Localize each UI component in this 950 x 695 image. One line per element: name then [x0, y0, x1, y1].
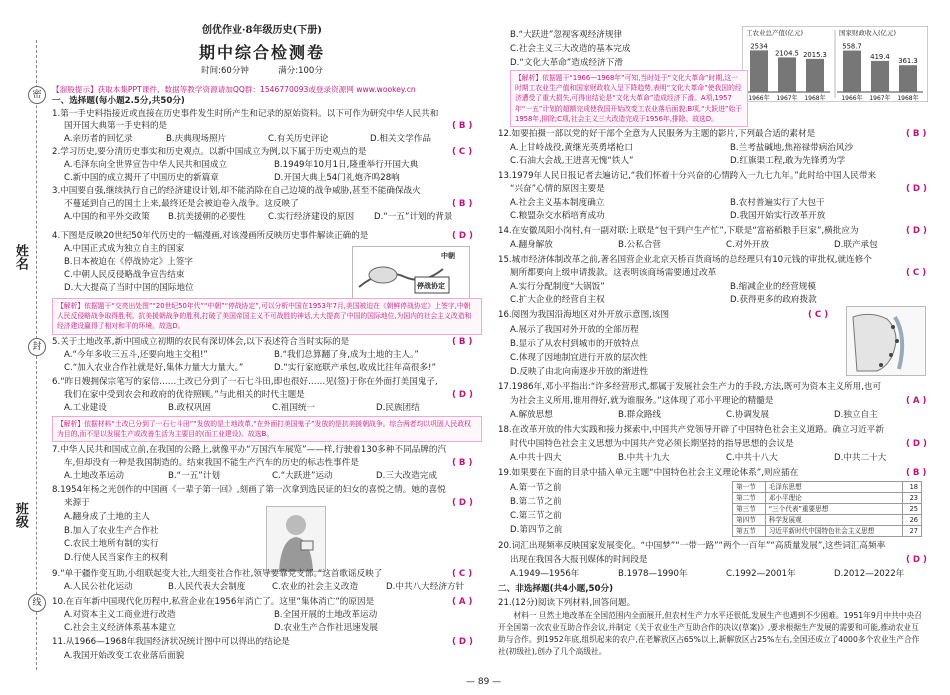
question-13-options-row1: [510, 197, 825, 209]
toc-row: [733, 526, 922, 537]
page-title: 期中综合检测卷: [198, 42, 325, 62]
question-18-answer: ( D ): [906, 439, 927, 449]
question-7-options: [64, 470, 437, 482]
question-4-analysis: 【解析】依据题干“交亮出处图”“20世纪50年代”“中朝”“停战协定”,可以分析中国在1953年7月,美国被迫在《朝鲜停战协定》上签字,中朝人民反侵略战争取得胜利。抗美援朝战争的胜利,打破了美国帝国主义不可战胜的神话,大大提高了中国的国际地位,为国内的社会主义改造和经济建设赢得了相对和平的环境。故选D。: [52, 298, 482, 335]
option-a[interactable]: A.土地改革运动: [64, 471, 125, 481]
question-2-options-row2: [64, 172, 400, 184]
option-a[interactable]: A.中国正式成为独立自主的国家: [64, 244, 185, 254]
toc-row: [733, 493, 922, 504]
question-9-options: [64, 581, 464, 593]
option-a[interactable]: A.第一节之前: [510, 483, 562, 493]
option-b[interactable]: B.全国开展的土地改革运动: [274, 610, 378, 620]
series-title: 创优作业·8年级历史(下册): [202, 25, 322, 36]
toc-section: 第五节: [733, 526, 766, 537]
question-3-stem: 3.中国要自强,继续执行自己的经济建设计划,却不能消除在自己边境的战争威胁,甚至不能确保战火: [52, 186, 421, 196]
question-12-options-row1: [510, 142, 853, 154]
option-a[interactable]: A.我国开始改变工农业落后面貌: [64, 651, 185, 661]
toc-row: [733, 482, 922, 493]
chart-title: 工农业总产值(亿元): [746, 29, 804, 37]
toc-title: 科学发展观: [765, 515, 902, 526]
question-17-answer: ( A ): [906, 396, 927, 406]
option-b[interactable]: B.政权巩固: [168, 403, 212, 413]
option-c[interactable]: C.中朝人民反侵略战争宣告结束: [64, 270, 185, 280]
option-a[interactable]: A.1949—1956年: [510, 569, 580, 579]
bar: [899, 65, 917, 92]
option-b[interactable]: B.“我们总算翻了身,成为土地的主人。”: [274, 350, 419, 360]
option-c[interactable]: C.石油大会战,王进喜无愧“铁人”: [510, 156, 634, 166]
exam-meta: [52, 65, 472, 77]
data-label: 419.4: [870, 52, 890, 61]
question-17-stem-cont: 为社会主义所用,谁用得好,就为谁服务。”这体现了邓小平理论的精髓是: [510, 396, 774, 406]
option-b[interactable]: B.公私合营: [618, 240, 662, 250]
question-13-stem-cont: “兴奋”心情的原因主要是: [510, 184, 605, 194]
toc-row: [733, 504, 922, 515]
toc-row: [733, 515, 922, 526]
painting-sketch: [267, 507, 325, 571]
option-a[interactable]: A.上甘岭战役,黄继光英勇堵枪口: [510, 143, 633, 153]
toc-title: 习近平新时代中国特色社会主义思想: [765, 526, 902, 537]
bar: [843, 51, 861, 92]
section-title-nonchoice: 二、非选择题(共4小题,50分): [498, 584, 613, 594]
question-11-answer: ( D ): [452, 637, 473, 647]
question-4-options: [64, 243, 194, 295]
option-b[interactable]: B.农村普遍实行了大包干: [730, 198, 825, 208]
exam-header: [52, 24, 472, 77]
toc-title: 邓小平理论: [765, 493, 902, 504]
option-c[interactable]: C.中共十八大: [726, 453, 778, 463]
question-15-options-row2: [510, 294, 817, 306]
data-label: 2534: [750, 42, 768, 51]
data-label: 2104.5: [775, 49, 799, 58]
tick-label: 1966年: [841, 95, 863, 102]
question-19-stem: 19.如果要在下面的目录中插入单元主题“中国特色社会主义理论体系”,则应插在: [498, 468, 799, 478]
tick-label: 1967年: [869, 95, 891, 102]
question-15-answer: ( C ): [906, 268, 927, 278]
option-b[interactable]: B.1978—1990年: [618, 569, 688, 579]
tick-label: 1967年: [776, 95, 798, 102]
option-a[interactable]: A.中共十四大: [510, 453, 562, 463]
option-b[interactable]: B.“一五”计划: [168, 471, 220, 481]
option-a[interactable]: A.毛泽东向全世界宣告中华人民共和国成立: [64, 160, 228, 170]
seal-mark-mi: 密: [28, 86, 46, 104]
option-b[interactable]: B.“大跃进”忽视客观经济规律: [510, 30, 623, 40]
question-21-material: 材料一 旦然土地改革在全国范围内全面展开,但农村生产力水平还很低,发展生产也遇到不少困难。1951年9月中共中央召开全国第一次农业互助合作会议,并制定《关于农业生产互助合作的决议(草案)》,要求根据生产发展的需要和可能,推动农业互助与合作。到1952年底,组织起来的农户,在老解放区占65%以上,新解放区占25%左右,全国还成立了4000多个农业生产合作社(初级社),创办了几个高级社。: [498, 611, 922, 656]
economy-bar-charts: [742, 26, 928, 102]
toc-section: 第二节: [733, 493, 766, 504]
table-of-contents: [732, 481, 922, 537]
option-b[interactable]: B.兰考盐碱地,焦裕禄带病治风沙: [730, 143, 854, 153]
bar: [750, 50, 768, 92]
data-label: 558.7: [842, 42, 862, 51]
option-c[interactable]: C.扩大企业的经营自主权: [510, 295, 605, 305]
question-7-answer: ( B ): [452, 458, 473, 468]
option-d[interactable]: D.“实行家庭联产承包,收成比往年高很多!”: [274, 363, 436, 373]
toc-title: 毛泽东思想: [765, 482, 902, 493]
toc-section: 第四节: [733, 515, 766, 526]
question-8-options: [64, 511, 168, 565]
option-a[interactable]: A.解放思想: [510, 410, 553, 420]
question-15-stem: 15.城市经济体制改革之前,著名国营企业北京天桥百货商场的总经理只有10元钱的审批权,就连修个: [498, 255, 872, 265]
question-20-stem: 20.词汇出现频率反映国家发展变化。“中国梦”“一带一路”“两个一百年”“高质量发展”,这些词汇高频率: [498, 541, 886, 551]
toc-page: 25: [903, 504, 922, 515]
toc-page: 26: [903, 515, 922, 526]
option-a[interactable]: A.对资本主义工商业进行改造: [64, 610, 176, 620]
question-10-stem: 10.在百年新中国现代化历程中,私营企业在1956年消亡了。这里“集体消亡”的原因是: [52, 597, 375, 607]
page-number: — 89 —: [466, 677, 502, 687]
question-4-answer: ( D ): [452, 231, 473, 241]
toc-section: 第一节: [733, 482, 766, 493]
question-4-stem: 4.下图是反映20世纪50年代历史的一幅漫画,对该漫画所反映历史事件解读正确的是: [52, 231, 369, 241]
question-16-answer: ( C ): [808, 310, 829, 320]
question-13-options-row2: [510, 210, 825, 222]
toc-page: 27: [903, 526, 922, 537]
question-8-stem-cont: 来源于: [64, 498, 90, 508]
option-b[interactable]: B.1949年10月1日,隆重举行开国大典: [274, 160, 419, 170]
option-d[interactable]: D.我国开始实行改革开放: [730, 211, 826, 221]
question-16-stem: 16.阅图为我国沿海地区对外开放示意图,该图: [498, 310, 670, 320]
question-10-answer: ( A ): [452, 597, 473, 607]
section-title-choice: 一、选择题(每小题2.5分,共50分): [52, 96, 185, 106]
question-15-stem-cont: 厕所都要向上级申请拨款。这表明该商场需要通过改革: [510, 268, 717, 278]
option-b[interactable]: B.缩减企业的经营规模: [730, 282, 816, 292]
question-2-options-row1: [64, 159, 418, 171]
tick-label: 1968年: [804, 95, 826, 102]
bar: [806, 59, 824, 92]
option-d[interactable]: D.中共二十大: [834, 453, 887, 463]
question-8-stem: 8.1954年杨之光创作的中国画《一辈子第一回》,刻画了第一次拿到选民证的妇女的喜悦之情。她的喜悦: [52, 485, 446, 495]
option-d[interactable]: D.“一五”计划的背景: [374, 212, 453, 222]
question-2-answer: ( C ): [452, 147, 473, 157]
question-6-stem: 6.“昨日嫂拥保宗笔写的家信……土改已分到了一石七斗田,即也很好……见(签)于你在外面打美国鬼子,: [52, 377, 438, 387]
question-3-answer: ( B ): [452, 199, 473, 209]
option-a[interactable]: A.展示了我国对外开放的全部历程: [510, 325, 639, 335]
question-8-answer: ( D ): [452, 498, 473, 508]
toc-page: 23: [903, 493, 922, 504]
question-13-answer: ( D ): [906, 184, 927, 194]
option-b[interactable]: B.庆典现场照片: [166, 134, 227, 144]
question-18-options: [510, 452, 886, 464]
option-c[interactable]: C.新中国的成立揭开了中国历史的新篇章: [64, 173, 219, 183]
question-21-stem: 21.(12分)阅读下列材料,回答问题。: [498, 598, 636, 608]
name-label: 姓名: [12, 244, 28, 270]
option-d[interactable]: D.“文化大革命”造成经济下滑: [510, 58, 623, 68]
option-d[interactable]: D.相关文学作品: [370, 134, 431, 144]
seal-mark-xian: 线: [28, 594, 46, 612]
data-label: 361.3: [898, 57, 918, 66]
toc-section: 第三节: [733, 504, 766, 515]
question-15-options-row1: [510, 281, 816, 293]
option-d[interactable]: D.行使人民当家作主的权利: [64, 552, 168, 563]
option-c[interactable]: C.“大跃进”运动: [272, 471, 333, 481]
bar: [871, 61, 889, 92]
question-14-stem: 14.在安徽凤阳小岗村,有一副对联:上联是“包干到户生产忙”,下联是“富裕稻粮手巨家”,横批应为: [498, 226, 859, 236]
question-19-answer: ( B ): [906, 468, 927, 478]
option-c[interactable]: C.1992—2001年: [726, 569, 796, 579]
question-7-stem-cont: 车,但却没有一种是我国制造的。结束我国不能生产汽车的历史的标志性事件是: [64, 458, 359, 468]
class-label: 班级: [12, 502, 28, 528]
question-11-option-a: [64, 650, 184, 662]
question-16-options: [510, 323, 648, 379]
option-c[interactable]: C.社会主义三大改造的基本完成: [510, 44, 631, 54]
question-10-options-row1: [64, 609, 377, 621]
question-5-stem: 5.关于土地改革,新中国成立初期的农民有深切体会,以下表述符合当时实际的是: [52, 337, 350, 347]
toc-title: “三个代表”重要思想: [765, 504, 902, 515]
option-b[interactable]: B.群众路线: [618, 410, 662, 420]
question-3-options: [64, 211, 452, 223]
question-1-stem: 1.第一手史料指接近或直接在历史事件发生时所产生和记录的原始资料。以下可作为研究中华人民共和: [52, 109, 439, 119]
option-d[interactable]: D.大大提高了当时中国的国际地位: [64, 283, 194, 293]
option-c[interactable]: C.实行经济建设的原因: [268, 212, 355, 222]
option-b[interactable]: B.抗美援朝的必要性: [168, 212, 246, 222]
option-c[interactable]: C.“加入农业合作社就是好,集体力量大力量大。”: [64, 363, 244, 373]
map-sketch: [847, 307, 925, 375]
question-1-answer: ( B ): [452, 121, 473, 131]
question-17-options: [510, 409, 878, 421]
question-10-options-row2: [64, 622, 378, 634]
question-6-analysis: 【解析】依据材料“土改已分到了一石七斗田”“发放的是土地改革,“在外面打美国鬼子”发放的是抗美援朝战争。综合两者均以巩固人民政权为目的,而不是以发展生产或改善生活为主要目的(而工业建设)。故选B。: [52, 416, 482, 442]
option-b[interactable]: B.第二节之前: [510, 497, 562, 507]
option-a[interactable]: A.翻身解放: [510, 240, 553, 250]
option-a[interactable]: A.实行分配制度“大锅饭”: [510, 282, 605, 292]
question-20-stem-cont: 出现在我国各大报刊媒体的时间段是: [510, 555, 648, 565]
promo-banner[interactable]: 【溜般提示】获取本集PPT课件、数据等教学资源请加QQ群：1546770093或登录资源网 www.wookey.cn: [52, 85, 416, 94]
question-11-options-cont: [510, 28, 630, 70]
option-c[interactable]: C.对外开放: [726, 240, 770, 250]
option-d[interactable]: D.独立自主: [834, 410, 878, 420]
question-2-stem: 2.学习历史,要分清历史事实和历史观点。以新中国成立为例,以下属于历史观点的是: [52, 147, 367, 157]
question-11-stem: 11.从1966—1968年我国经济状况统计图中可以得出的结论是: [52, 637, 290, 647]
question-5-answer: ( B ): [452, 337, 473, 347]
question-9-stem: 9.“单干疆作变互助,小组联起变大社,大组变社合作社,领导要靠党支部。”这首歌谣反映了: [52, 569, 383, 579]
question-20-answer: ( D ): [906, 555, 927, 565]
voter-painting-image: [266, 506, 326, 572]
option-c[interactable]: C.祖国统一: [272, 403, 316, 413]
question-14-answer: ( D ): [906, 226, 927, 236]
option-a[interactable]: A.中国的和平外交政策: [64, 212, 150, 222]
data-label: 2015.3: [803, 50, 827, 59]
option-d[interactable]: D.三大改造完成: [376, 471, 437, 481]
question-3-stem-cont: 不蔓延到自己的国土上来,最终还是会被迫卷入战争。这反映了: [64, 199, 299, 209]
tick-label: 1968年: [897, 95, 919, 102]
option-c[interactable]: C.体现了因地制宜进行开放的层次性: [510, 353, 648, 363]
binding-margin: [0, 0, 48, 695]
option-a[interactable]: A.“今年多收三五斗,还要向地主交租!”: [64, 350, 208, 360]
cartoon-label-armistice: 停战协定: [417, 282, 445, 290]
option-d[interactable]: D.反映了由北向南逐步开放的渐进性: [510, 367, 649, 377]
question-12-answer: ( B ): [906, 129, 927, 139]
option-d[interactable]: D.2012—2022年: [834, 569, 905, 579]
tick-label: 1966年: [748, 95, 770, 102]
option-d[interactable]: D.中共八大经济方针: [386, 582, 465, 592]
question-6-options: [64, 402, 420, 414]
cartoon-label-zhongchao: 中朝: [441, 252, 455, 260]
question-1-stem-cont: 国开国大典第一手史料的是: [64, 121, 168, 131]
question-18-stem-cont: 时代中国特色社会主义思想为中国共产党必须长期坚持的指导思想的会议是: [510, 439, 794, 449]
question-5-options-row1: [64, 349, 419, 361]
question-5-options-row2: [64, 362, 436, 374]
option-d[interactable]: D.红旗渠工程,敢为先锋勇为学: [730, 156, 846, 166]
option-d[interactable]: D.第四节之前: [510, 525, 563, 535]
question-9-answer: ( C ): [452, 569, 473, 579]
option-c[interactable]: C.有关历史评论: [268, 134, 329, 144]
option-c[interactable]: C.协调发展: [726, 410, 770, 420]
time-limit: 时间:60分钟: [201, 65, 249, 76]
toc-page: 18: [903, 482, 922, 493]
option-a[interactable]: A.亲历者的回忆录: [64, 134, 133, 144]
option-b[interactable]: B.日本被迫在《停战协定》上签字: [64, 257, 193, 267]
option-b[interactable]: B.显示了从农村到城市的开放特点: [510, 339, 639, 349]
option-c[interactable]: C.社会主义经济体系基本建立: [64, 623, 176, 633]
question-19-options: [510, 481, 562, 537]
question-13-stem: 13.1979年人民日报记者去遍访记,“我们怀着十分兴奋的心情跨入一九七九年。”此时给中国人民带来: [498, 171, 877, 181]
question-20-options: [510, 568, 904, 580]
option-c[interactable]: C.粮盟杂交水稻培育成功: [510, 211, 605, 221]
question-14-options: [510, 239, 878, 251]
question-7-stem: 7.中华人民共和国成立前,在我国的公路上,就像平办“万国汽车展览”——样,行驶着130多种不同品牌的汽: [52, 445, 447, 455]
option-d[interactable]: D.农业生产合作社迅速发展: [274, 623, 378, 633]
question-12-stem: 12.如要拍摄一部以党的好干部个全意为人民服务为主题的影片,下列最合适的素材是: [498, 129, 816, 139]
option-c[interactable]: C.农民土地所有制的实行: [64, 539, 159, 549]
chart-title: 国家财政收入(亿元): [839, 29, 897, 37]
coastal-opening-map: [846, 306, 926, 376]
option-c[interactable]: C.第三节之前: [510, 511, 562, 521]
option-a[interactable]: A.翻身成了土地的主人: [64, 512, 150, 522]
question-17-stem: 17.1986年,邓小平指出:“许多经营形式,都属于发展社会生产力的手段,方法,既可为资本主义所用,也可: [498, 382, 882, 392]
question-12-options-row2: [510, 155, 845, 167]
option-b[interactable]: B.中共十九大: [618, 453, 670, 463]
option-d[interactable]: D.联产承包: [834, 240, 878, 250]
option-b[interactable]: B.加入了农业生产合作社: [64, 525, 159, 536]
question-11-analysis: 【解析】依据题干“1966—1968年”可知,当时处于“文化大革命”时期,这一时期工农业生产值和国家财政收入呈下降趋势,表明“文化大革命”使我国的经济遭受了重大损失,可得出结论是“文化大革命”造成经济下滑。A项,1957年“一五”计划的超额完成使我国开始改变工农业落后面貌;B项,“大跃进”始于1958年,排除;C项,社会主义三大改造完成于1956年,排除。故选D。: [510, 70, 748, 127]
option-d[interactable]: D.开国大典上54门礼炮齐鸣28响: [274, 173, 400, 183]
bar: [778, 57, 796, 92]
armistice-cartoon: [352, 246, 470, 300]
question-6-answer: ( D ): [452, 390, 473, 400]
option-b[interactable]: B.人民代表大会制度: [168, 582, 246, 592]
question-1-options: [64, 133, 431, 145]
option-d[interactable]: D.获得更多的政府拨款: [730, 295, 817, 305]
option-a[interactable]: A.社会主义基本制度确立: [510, 198, 605, 208]
option-a[interactable]: A.工业建设: [64, 403, 107, 413]
full-score: 满分:100分: [278, 65, 323, 76]
question-6-stem-cont: 我们在家中受到农会和政府的优待照顾。”与此相关的时代主题是: [64, 390, 305, 400]
seal-mark-feng: 封: [28, 338, 46, 356]
option-c[interactable]: C.农业的社会主义改造: [272, 582, 359, 592]
option-a[interactable]: A.人民公社化运动: [64, 582, 133, 592]
question-18-stem: 18.在改革开放的伟大实践和接力探索中,中国共产党领导开辟了中国特色社会主义道路。确立习近平新: [498, 425, 884, 435]
option-d[interactable]: D.民族团结: [376, 403, 420, 413]
